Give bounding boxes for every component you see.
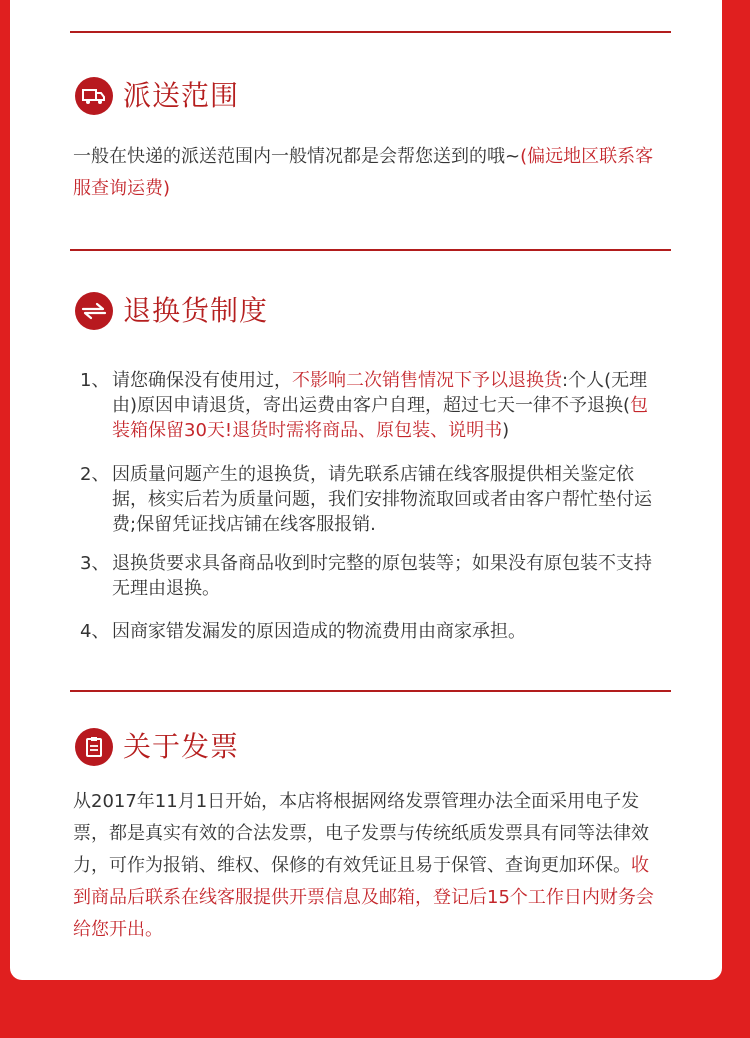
list-item bbox=[80, 368, 660, 443]
shipping-text bbox=[73, 141, 663, 205]
list-item bbox=[80, 551, 660, 601]
invoice-text-note: 收到商品后联系在线客服提供开票信息及邮箱，登记后15个工作日内财务会给您开出。 bbox=[73, 855, 654, 940]
invoice-title: 关于发票 bbox=[123, 730, 240, 763]
list-item-number: 1、 bbox=[80, 370, 110, 391]
truck-icon bbox=[75, 77, 113, 115]
invoice-text bbox=[73, 786, 663, 946]
list-item-text: 退换货要求具备商品收到时完整的原包装等；如果没有原包装不支持无理由退换。 bbox=[112, 553, 652, 599]
returns-heading bbox=[75, 292, 268, 330]
list-item-text: 因商家错发漏发的原因造成的物流费用由商家承担。 bbox=[112, 621, 526, 642]
list-item-number: 2、 bbox=[80, 464, 110, 485]
shipping-text-note: (偏远地区联系客服查询运费) bbox=[73, 146, 654, 199]
invoice-text-plain: 从2017年11月1日开始，本店将根据网络发票管理办法全面采用电子发票，都是真实有效的合法发票，电子发票与传统纸质发票具有同等法律效力，可作为报销、维权、保修的有效凭证且易于保管、查询更加环保。 bbox=[73, 791, 649, 876]
divider bbox=[70, 249, 671, 251]
exchange-icon bbox=[75, 292, 113, 330]
list-item bbox=[80, 462, 660, 537]
divider bbox=[70, 690, 671, 692]
shipping-text-plain: 一般在快递的派送范围内一般情况都是会帮您送到的哦~ bbox=[73, 146, 521, 167]
divider bbox=[70, 31, 671, 33]
shipping-heading bbox=[75, 77, 239, 115]
list-item-number: 3、 bbox=[80, 553, 110, 574]
shipping-title: 派送范围 bbox=[123, 79, 240, 112]
invoice-heading bbox=[75, 728, 239, 766]
list-item-text: 因质量问题产生的退换货，请先联系店铺在线客服提供相关鉴定依据，核实后若为质量问题，我们安排物流取回或者由客户帮忙垫付运费;保留凭证找店铺在线客服报销. bbox=[112, 464, 652, 535]
list-item bbox=[80, 619, 660, 644]
footer-band bbox=[0, 980, 750, 1038]
list-item-number: 4、 bbox=[80, 621, 110, 642]
list-item-text: 请您确保没有使用过，不影响二次销售情况下予以退换货:个人(无理由)原因申请退货，寄出运费由客户自理，超过七天一律不予退换(包装箱保留30天!退货时需将商品、原包装、说明书) bbox=[112, 370, 649, 441]
invoice-icon bbox=[75, 728, 113, 766]
returns-title: 退换货制度 bbox=[123, 294, 269, 327]
